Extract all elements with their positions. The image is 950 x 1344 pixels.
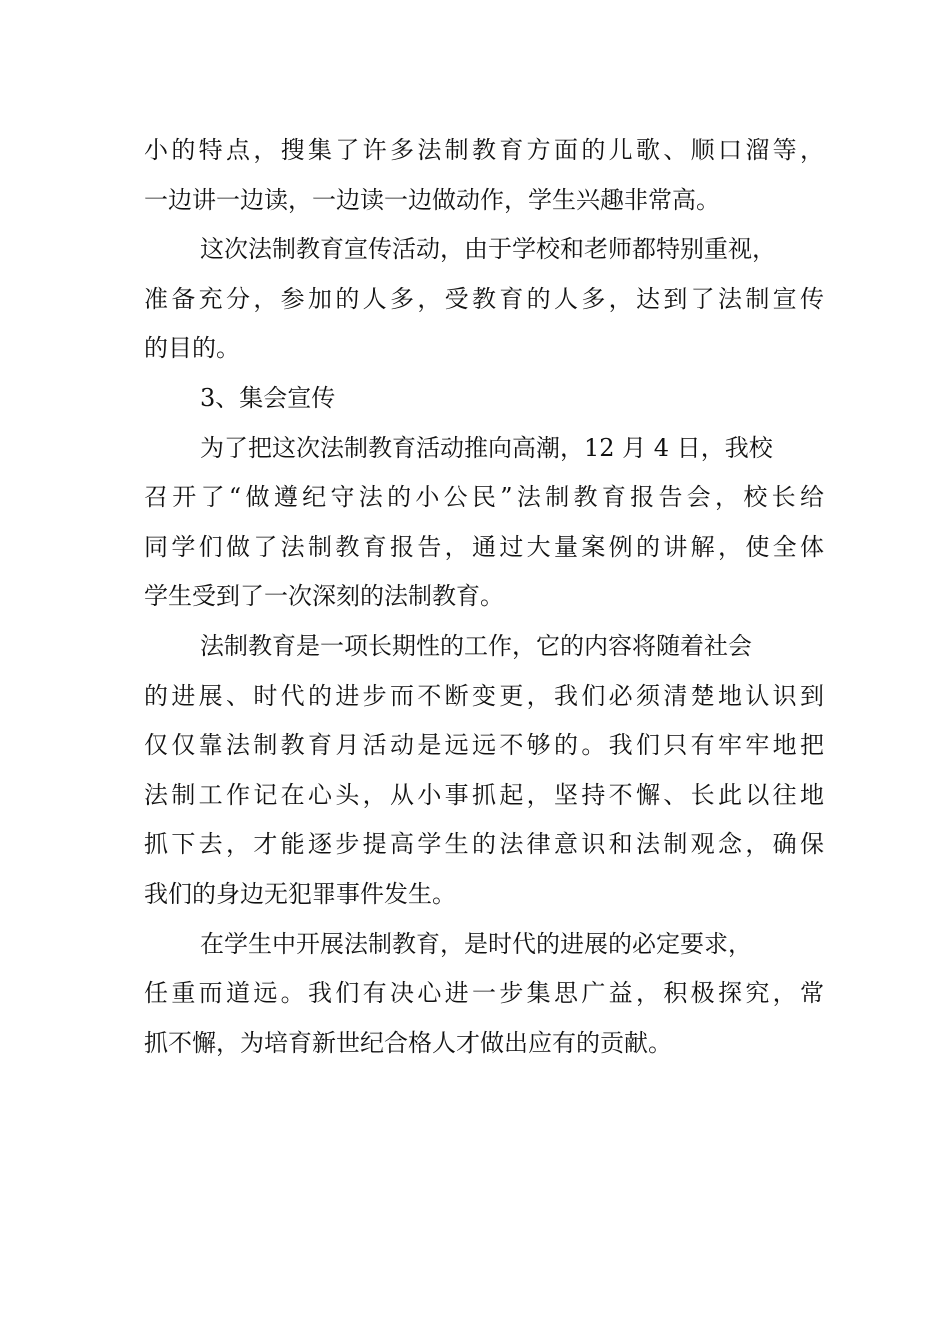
body-line: 准备充分，参加的人多，受教育的人多，达到了法制宣传 <box>144 284 824 313</box>
paragraph-first-line: 在学生中开展法制教育，是时代的进展的必定要求， <box>200 929 752 958</box>
paragraph-first-line: 这次法制教育宣传活动，由于学校和老师都特别重视， <box>200 235 776 264</box>
body-line: 召开了“做遵纪守法的小公民”法制教育报告会，校长给 <box>144 483 824 512</box>
body-line: 一边讲一边读，一边读一边做动作，学生兴趣非常高。 <box>144 185 720 214</box>
body-line: 我们的身边无犯罪事件发生。 <box>144 879 456 908</box>
body-line: 的进展、时代的进步而不断变更，我们必须清楚地认识到 <box>144 681 824 710</box>
body-line: 法制工作记在心头，从小事抓起，坚持不懈、长此以往地 <box>144 780 824 809</box>
body-line: 学生受到了一次深刻的法制教育。 <box>144 582 504 611</box>
body-line: 任重而道远。我们有决心进一步集思广益，积极探究，常 <box>144 979 824 1008</box>
paragraph-first-line: 法制教育是一项长期性的工作，它的内容将随着社会 <box>200 631 752 660</box>
body-line: 仅仅靠法制教育月活动是远远不够的。我们只有牢牢地把 <box>144 731 824 760</box>
section-heading: 3、集会宣传 <box>200 383 336 412</box>
paragraph-first-line: 为了把这次法制教育活动推向高潮，12 月 4 日，我校 <box>200 433 773 462</box>
document-body <box>144 126 824 1068</box>
body-line: 同学们做了法制教育报告，通过大量案例的讲解，使全体 <box>144 532 824 561</box>
body-line: 的目的。 <box>144 334 240 363</box>
body-line: 小的特点，搜集了许多法制教育方面的儿歌、顺口溜等， <box>144 136 824 164</box>
body-line: 抓下去，才能逐步提高学生的法律意识和法制观念，确保 <box>144 830 824 859</box>
body-line: 抓不懈，为培育新世纪合格人才做出应有的贡献。 <box>144 1028 672 1057</box>
